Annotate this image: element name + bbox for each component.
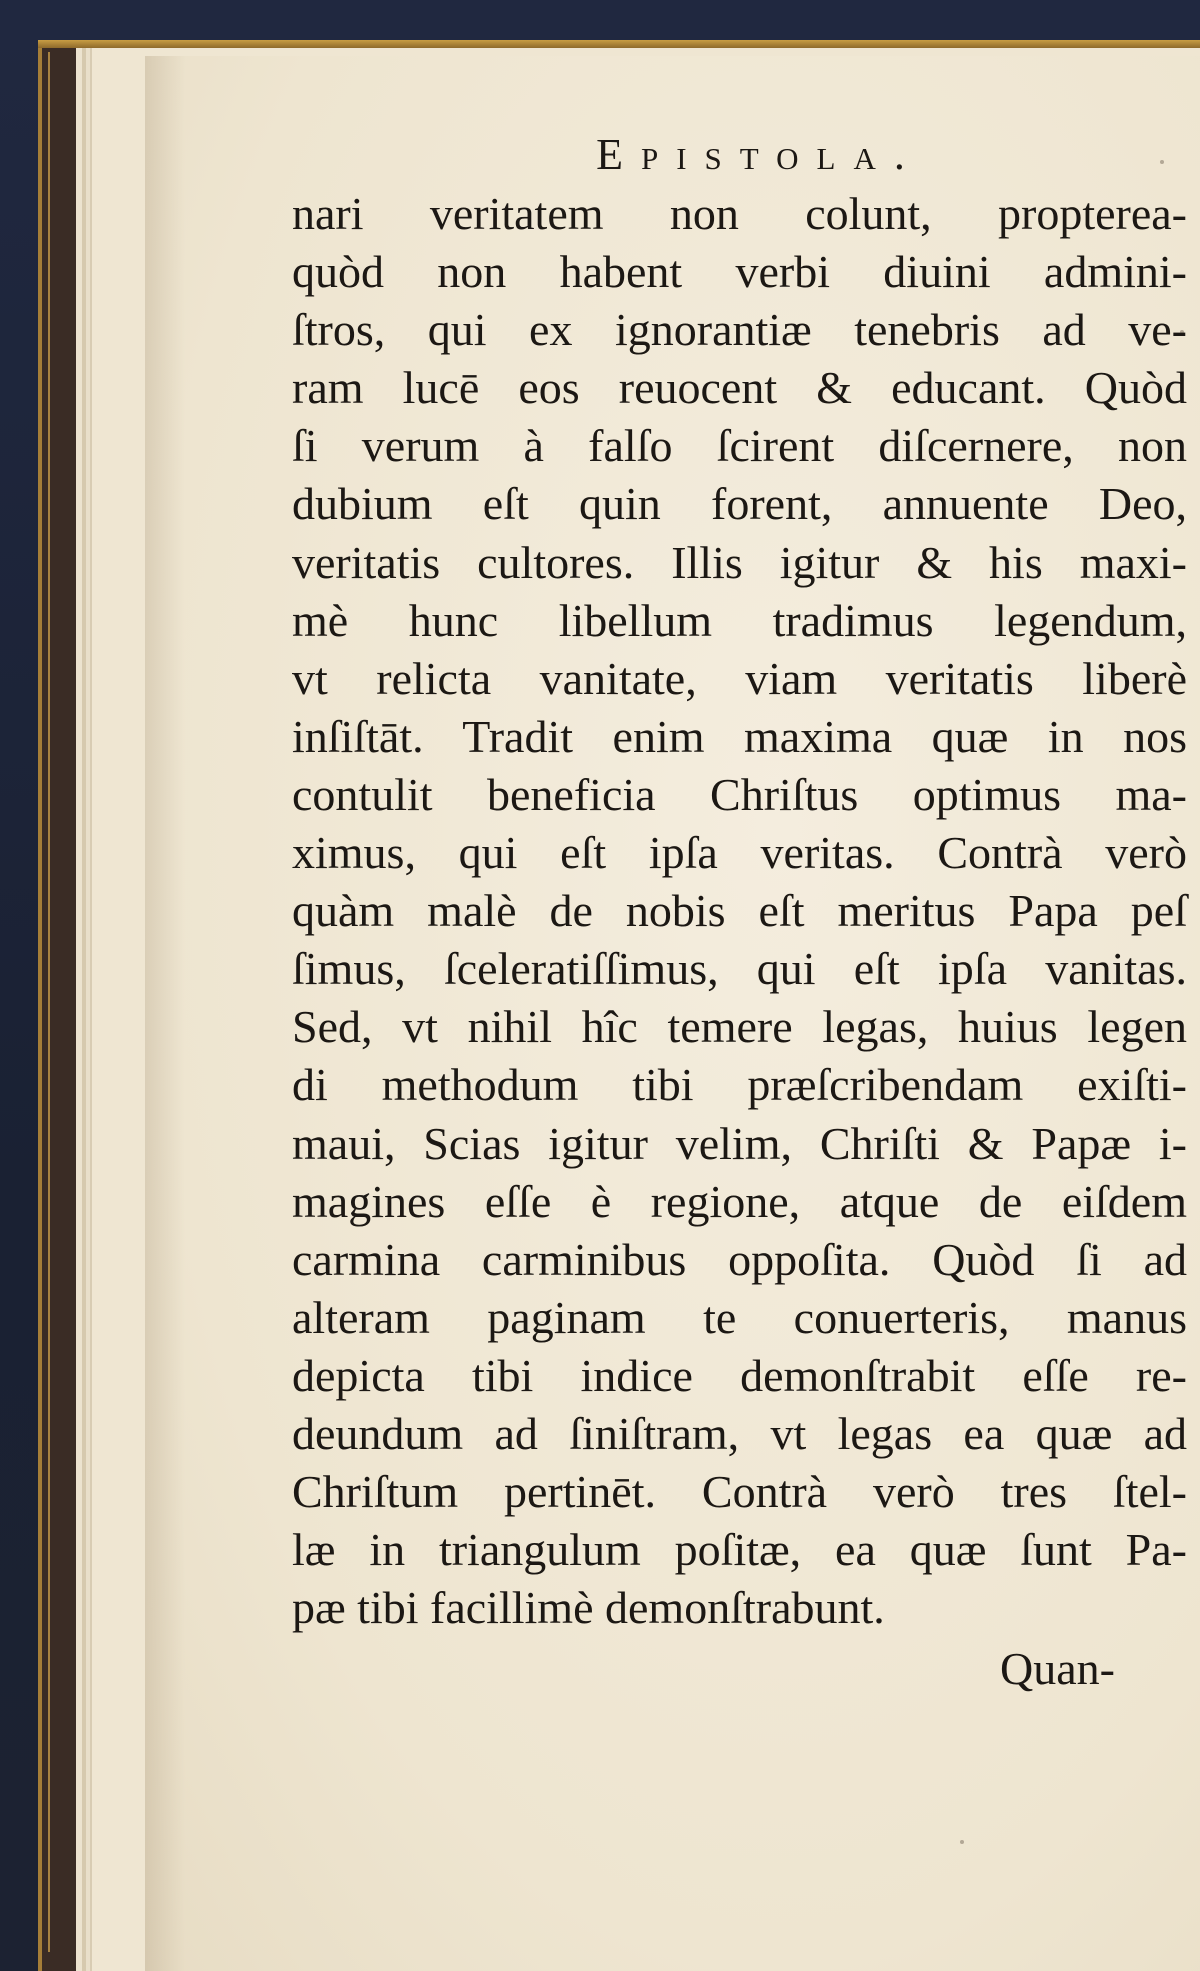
text-line: depicta tibi indice demonſtrabit eſſe re- — [292, 1349, 1187, 1401]
text-line: quàm malè de nobis eſt meritus Papa peſ — [292, 885, 1187, 937]
text-line: pæ tibi facillimè demonſtrabunt. — [292, 1582, 885, 1634]
text-line: nari veritatem non colunt, propterea- — [292, 188, 1187, 239]
text-line: ſimus, ſceleratiſſimus, qui eſt ipſa vanitas. — [292, 943, 1187, 995]
text-line: Sed, vt nihil hîc temere legas, huius legen — [292, 1001, 1187, 1053]
text-line: maui, Scias igitur velim, Chriſti & Papæ i- — [292, 1117, 1187, 1169]
text-line: ſtros, qui ex ignorantiæ tenebris ad ve- — [292, 304, 1187, 356]
gutter-shadow — [145, 56, 185, 1971]
text-line: quòd non habent verbi diuini admini- — [292, 246, 1187, 298]
text-line: ram lucē eos reuocent & educant. Quòd — [292, 362, 1187, 414]
text-line: di methodum tibi præſcribendam exiſti- — [292, 1059, 1187, 1111]
text-line: mè hunc libellum tradimus legendum, — [292, 594, 1187, 646]
text-line: vt relicta vanitate, viam veritatis liberè — [292, 652, 1187, 704]
page-text — [292, 125, 1187, 1637]
gilt-edge — [38, 40, 1200, 48]
text-line: contulit beneficia Chriſtus optimus ma- — [292, 768, 1187, 820]
text-line: carmina carminibus oppoſita. Quòd ſi ad — [292, 1233, 1187, 1285]
text-line: læ in triangulum poſitæ, ea quæ ſunt Pa- — [292, 1524, 1187, 1576]
running-head: Epistola. — [596, 130, 923, 179]
text-line: ximus, qui eſt ipſa veritas. Contrà verò — [292, 827, 1187, 879]
text-line: ſi verum à falſo ſcirent diſcernere, non — [292, 420, 1187, 472]
text-line: alteram paginam te conuerteris, manus — [292, 1291, 1187, 1343]
text-line: dubium eſt quin forent, annuente Deo, — [292, 478, 1187, 530]
text-line: magines eſſe è regione, atque de eiſdem — [292, 1175, 1187, 1227]
text-line: deundum ad ſiniſtram, vt legas ea quæ ad — [292, 1407, 1187, 1459]
catchword: Quan- — [1000, 1643, 1115, 1694]
text-line: inſiſtāt. Tradit enim maxima quæ in nos — [292, 710, 1187, 762]
text-line: Chriſtum pertinēt. Contrà verò tres ſtel- — [292, 1466, 1187, 1518]
cover-tooling-line — [48, 52, 50, 1952]
text-line: veritatis cultores. Illis igitur & his maxi- — [292, 536, 1187, 588]
paper-speck — [960, 1840, 964, 1844]
